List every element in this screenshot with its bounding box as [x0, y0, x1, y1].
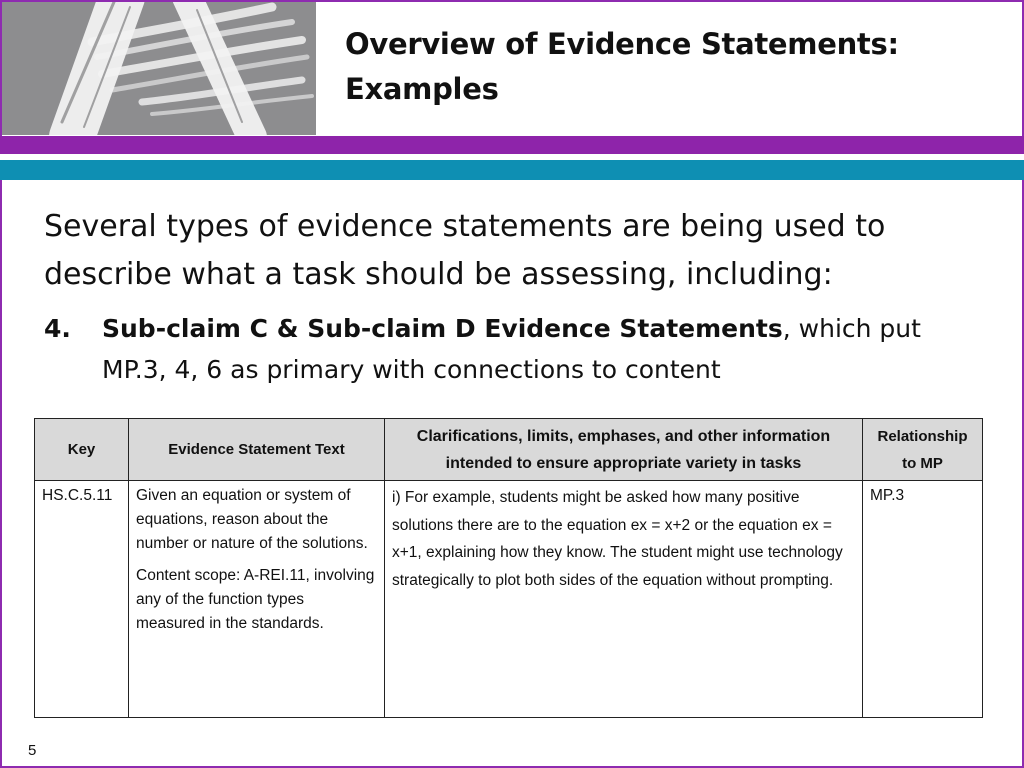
- intro-paragraph: Several types of evidence statements are being used to describe what a task should be assessing, including:: [44, 209, 886, 292]
- cell-clarifications: i) For example, students might be asked how many positive solutions there are to the equation ex = x+2 or the equation ex = x+1, explaining how they know. The student might use technology strategically to plot both sides of the equation without prompting.: [385, 481, 863, 718]
- evidence-text-paragraph-2: Content scope: A-REI.11, involving any of the function types measured in the standards.: [136, 567, 375, 632]
- list-item-4: [44, 308, 984, 390]
- list-rest-text: , which put MP.3, 4, 6 as primary with connections to content: [102, 314, 921, 384]
- cell-relationship: MP.3: [863, 481, 983, 718]
- list-body: [102, 308, 984, 390]
- title-line-1: Overview of Evidence Statements:: [345, 27, 899, 61]
- list-bold-text: Sub-claim C & Sub-claim D Evidence Statements: [102, 314, 783, 343]
- slide-title: [345, 22, 985, 112]
- purple-divider-bar: [0, 136, 1024, 154]
- logo-brush-a-icon: [2, 2, 316, 135]
- header-key: Key: [35, 419, 129, 481]
- cell-evidence-text: [129, 481, 385, 718]
- page-number: 5: [28, 742, 37, 759]
- evidence-text-paragraph-1: Given an equation or system of equations, reason about the number or nature of the solutions.: [136, 487, 368, 552]
- evidence-table: [34, 418, 983, 718]
- header-relationship: Relationship to MP: [863, 419, 983, 481]
- list-number: 4.: [44, 314, 71, 343]
- cell-key: HS.C.5.11: [35, 481, 129, 718]
- logo: [2, 2, 316, 135]
- table-row: [35, 481, 983, 718]
- header-clarifications: Clarifications, limits, emphases, and other information intended to ensure appropriate variety in tasks: [385, 419, 863, 481]
- title-line-2: Examples: [345, 72, 499, 106]
- header-evidence-text: Evidence Statement Text: [129, 419, 385, 481]
- table-header-row: [35, 419, 983, 481]
- teal-divider-bar: [0, 160, 1024, 180]
